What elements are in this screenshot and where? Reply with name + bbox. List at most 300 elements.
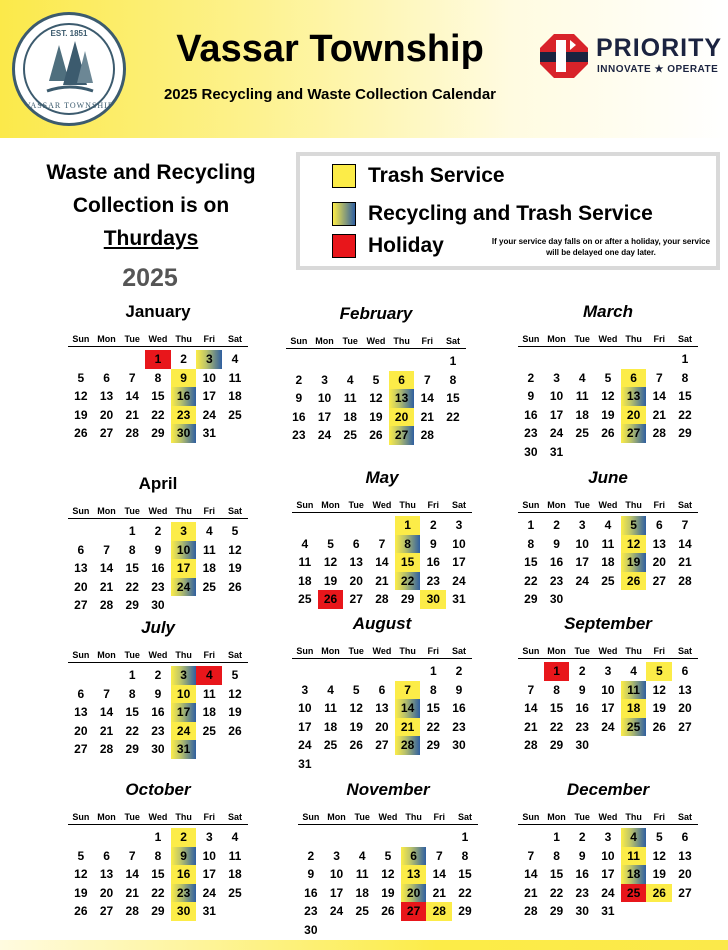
township-seal bbox=[12, 12, 126, 126]
day-cell: 24 bbox=[601, 885, 615, 900]
trash-day-cell: 21 bbox=[395, 718, 421, 737]
day-cell: 12 bbox=[601, 389, 615, 403]
weekday-label: Sun bbox=[290, 336, 308, 346]
weekday-label: Thu bbox=[175, 812, 192, 822]
weekday-label: Mon bbox=[315, 336, 334, 346]
day-cell: 26 bbox=[652, 719, 666, 734]
day-cell: 13 bbox=[678, 682, 692, 697]
day-cell: 24 bbox=[601, 719, 615, 734]
weekday-label: Tue bbox=[348, 646, 364, 656]
day-cell: 22 bbox=[151, 407, 165, 422]
recycling-trash-day-cell: 24 bbox=[171, 578, 197, 597]
day-cell: 12 bbox=[652, 682, 666, 697]
day-cell: 3 bbox=[604, 830, 612, 844]
recycling-trash-day-cell: 3 bbox=[171, 666, 197, 685]
month-name: January bbox=[125, 302, 191, 321]
day-cell: 12 bbox=[349, 701, 363, 715]
weekday-label: Fri bbox=[203, 650, 216, 660]
day-cell: 15 bbox=[678, 389, 692, 403]
weekday-header bbox=[518, 332, 698, 347]
day-grid bbox=[298, 828, 478, 939]
day-cell: 19 bbox=[381, 885, 395, 900]
weekday-header bbox=[68, 648, 248, 663]
weekday-label: Thu bbox=[393, 336, 410, 346]
month-name: February bbox=[339, 304, 413, 323]
trash-day-cell: 23 bbox=[171, 406, 197, 425]
month-may bbox=[292, 466, 472, 609]
weekday-label: Thu bbox=[175, 334, 192, 344]
month-february bbox=[286, 302, 466, 445]
day-cell: 9 bbox=[154, 542, 162, 557]
day-cell: 2 bbox=[307, 848, 315, 863]
day-cell: 11 bbox=[228, 848, 242, 863]
day-cell: 2 bbox=[578, 664, 586, 678]
trash-day-cell: 3 bbox=[171, 522, 197, 541]
weekday-label: Sat bbox=[677, 334, 692, 344]
day-cell: 1 bbox=[128, 524, 136, 538]
day-cell: 12 bbox=[228, 686, 242, 701]
day-cell: 8 bbox=[553, 682, 560, 697]
weekday-label: Mon bbox=[547, 500, 566, 510]
recycling-trash-day-cell: 28 bbox=[395, 736, 421, 755]
day-cell: 22 bbox=[426, 719, 440, 734]
empty-day-cell bbox=[349, 828, 375, 847]
day-cell: 29 bbox=[678, 426, 692, 440]
day-cell: 31 bbox=[452, 592, 466, 606]
empty-day-cell bbox=[312, 352, 338, 371]
day-cell: 16 bbox=[549, 555, 564, 569]
day-cell: 30 bbox=[452, 738, 466, 752]
day-cell: 9 bbox=[154, 686, 162, 701]
weekday-label: Tue bbox=[124, 506, 140, 516]
month-name: June bbox=[588, 468, 628, 487]
day-cell: 21 bbox=[524, 719, 538, 734]
day-cell: 14 bbox=[375, 555, 389, 569]
day-cell: 28 bbox=[678, 573, 692, 588]
day-cell: 17 bbox=[601, 701, 615, 715]
day-cell: 20 bbox=[375, 719, 389, 734]
day-cell: 14 bbox=[524, 867, 538, 881]
day-cell: 24 bbox=[549, 426, 564, 440]
weekday-header bbox=[68, 810, 248, 825]
day-cell: 7 bbox=[128, 848, 136, 863]
calendar-year: 2025 bbox=[122, 264, 178, 292]
bottom-bar bbox=[0, 940, 728, 950]
month-name: April bbox=[138, 474, 178, 493]
month-name: July bbox=[140, 618, 176, 637]
holiday-delay-note: If your service day falls on or after a holiday, your service will be delayed one day later. bbox=[491, 237, 711, 257]
brand-logo bbox=[540, 34, 726, 82]
weekday-label: Sat bbox=[227, 650, 242, 660]
day-cell: 7 bbox=[655, 370, 663, 385]
day-cell: 6 bbox=[655, 518, 663, 532]
day-cell: 28 bbox=[125, 904, 139, 918]
holiday-day-cell: 26 bbox=[318, 590, 344, 609]
weekday-label: Thu bbox=[625, 500, 642, 510]
day-cell: 29 bbox=[524, 592, 538, 606]
day-cell: 14 bbox=[125, 389, 139, 403]
day-cell: 28 bbox=[99, 598, 114, 612]
day-cell: 5 bbox=[327, 536, 334, 551]
day-cell: 18 bbox=[355, 885, 369, 900]
day-cell: 23 bbox=[292, 428, 306, 442]
day-cell: 4 bbox=[578, 370, 586, 385]
month-name: December bbox=[566, 780, 650, 799]
day-cell: 29 bbox=[549, 904, 564, 918]
day-cell: 7 bbox=[435, 848, 443, 863]
day-cell: 5 bbox=[604, 370, 612, 385]
recycling-trash-day-cell: 13 bbox=[389, 389, 415, 408]
empty-day-cell bbox=[94, 350, 120, 369]
day-cell: 20 bbox=[74, 723, 88, 738]
day-cell: 8 bbox=[553, 848, 560, 863]
day-cell: 23 bbox=[151, 723, 165, 738]
trash-day-cell: 1 bbox=[395, 516, 421, 535]
day-cell: 23 bbox=[304, 904, 318, 918]
day-cell: 4 bbox=[358, 848, 366, 863]
empty-day-cell bbox=[646, 350, 672, 369]
day-grid bbox=[518, 828, 698, 921]
day-cell: 29 bbox=[151, 904, 165, 918]
day-cell: 16 bbox=[524, 407, 538, 422]
day-cell: 5 bbox=[372, 372, 380, 387]
day-cell: 8 bbox=[154, 848, 162, 863]
day-cell: 15 bbox=[549, 701, 564, 715]
month-september bbox=[518, 612, 698, 755]
empty-day-cell bbox=[569, 350, 595, 369]
weekday-label: Sun bbox=[72, 506, 90, 516]
recycling-trash-day-cell: 20 bbox=[401, 884, 427, 903]
day-cell: 11 bbox=[355, 867, 369, 881]
day-cell: 2 bbox=[455, 664, 463, 678]
brand-name: PRIORITY bbox=[596, 34, 723, 62]
day-cell: 8 bbox=[429, 682, 437, 697]
day-cell: 8 bbox=[449, 372, 457, 387]
day-cell: 10 bbox=[317, 391, 332, 405]
holiday-day-cell: 27 bbox=[401, 902, 427, 921]
day-grid bbox=[68, 522, 248, 615]
day-cell: 16 bbox=[426, 555, 440, 569]
month-name: August bbox=[352, 614, 412, 633]
day-cell: 17 bbox=[452, 555, 466, 569]
day-cell: 24 bbox=[452, 573, 466, 588]
day-cell: 17 bbox=[601, 867, 615, 881]
day-cell: 22 bbox=[446, 409, 460, 424]
day-cell: 13 bbox=[652, 536, 666, 551]
day-cell: 14 bbox=[652, 389, 666, 403]
day-cell: 9 bbox=[295, 391, 303, 405]
day-grid bbox=[518, 662, 698, 755]
weekday-label: Fri bbox=[203, 334, 216, 344]
day-cell: 8 bbox=[461, 848, 469, 863]
day-cell: 5 bbox=[231, 668, 239, 682]
day-cell: 22 bbox=[549, 719, 564, 734]
day-cell: 14 bbox=[99, 561, 114, 575]
day-cell: 15 bbox=[458, 867, 472, 881]
day-cell: 19 bbox=[74, 885, 88, 900]
empty-day-cell bbox=[426, 828, 452, 847]
trash-day-cell: 16 bbox=[171, 865, 197, 884]
day-cell: 14 bbox=[678, 536, 692, 551]
weekday-label: Tue bbox=[348, 500, 364, 510]
weekday-label: Sat bbox=[457, 812, 472, 822]
recycling-trash-day-cell: 9 bbox=[171, 847, 197, 866]
day-grid bbox=[292, 516, 472, 609]
weekday-header bbox=[68, 332, 248, 347]
day-cell: 3 bbox=[333, 848, 340, 863]
weekday-label: Thu bbox=[405, 812, 422, 822]
day-cell: 13 bbox=[74, 705, 88, 719]
weekday-label: Sun bbox=[522, 500, 540, 510]
day-cell: 3 bbox=[604, 664, 612, 678]
weekday-label: Mon bbox=[97, 506, 116, 516]
day-cell: 22 bbox=[524, 573, 538, 588]
empty-day-cell bbox=[68, 828, 94, 847]
day-cell: 27 bbox=[678, 885, 692, 900]
trash-day-cell: 20 bbox=[389, 408, 415, 427]
day-cell: 6 bbox=[103, 370, 110, 385]
day-cell: 21 bbox=[375, 573, 389, 588]
weekday-label: Thu bbox=[625, 334, 642, 344]
weekday-label: Tue bbox=[342, 336, 358, 346]
day-cell: 3 bbox=[205, 830, 213, 844]
day-cell: 18 bbox=[202, 561, 216, 575]
weekday-label: Sun bbox=[302, 812, 320, 822]
weekday-label: Tue bbox=[574, 646, 590, 656]
day-cell: 23 bbox=[575, 719, 589, 734]
day-cell: 12 bbox=[652, 848, 666, 863]
day-cell: 14 bbox=[125, 867, 139, 881]
weekday-label: Fri bbox=[433, 812, 446, 822]
month-name: September bbox=[564, 614, 652, 633]
weekday-label: Sat bbox=[227, 334, 242, 344]
day-cell: 6 bbox=[681, 664, 689, 678]
month-january bbox=[68, 300, 248, 443]
trash-day-cell: 18 bbox=[621, 699, 647, 718]
day-cell: 25 bbox=[343, 428, 357, 442]
weekday-header bbox=[292, 644, 472, 659]
day-cell: 23 bbox=[151, 579, 165, 594]
empty-day-cell bbox=[324, 828, 350, 847]
header-banner bbox=[0, 0, 728, 138]
weekday-label: Thu bbox=[175, 506, 192, 516]
month-october bbox=[68, 778, 248, 921]
day-cell: 25 bbox=[355, 904, 369, 918]
day-cell: 11 bbox=[298, 555, 312, 569]
day-cell: 20 bbox=[652, 555, 666, 569]
day-cell: 1 bbox=[154, 830, 162, 844]
trash-day-cell: 17 bbox=[171, 559, 197, 578]
day-cell: 30 bbox=[151, 598, 165, 612]
trash-day-cell: 12 bbox=[621, 535, 647, 554]
recycling-trash-day-cell: 11 bbox=[621, 681, 647, 700]
day-cell: 30 bbox=[151, 742, 165, 756]
day-cell: 28 bbox=[420, 428, 434, 442]
day-cell: 7 bbox=[527, 848, 535, 863]
empty-day-cell bbox=[369, 516, 395, 535]
day-cell: 21 bbox=[99, 723, 114, 738]
legend-label-holiday: Holiday bbox=[368, 234, 444, 257]
empty-day-cell bbox=[518, 350, 544, 369]
day-cell: 15 bbox=[524, 555, 538, 569]
day-cell: 5 bbox=[384, 848, 392, 863]
brand-tagline: INNOVATE ★ OPERATE bbox=[597, 64, 719, 75]
day-cell: 17 bbox=[549, 407, 564, 422]
day-cell: 17 bbox=[317, 409, 332, 424]
day-cell: 27 bbox=[652, 573, 666, 588]
day-cell: 29 bbox=[400, 592, 415, 606]
recycling-trash-day-cell: 5 bbox=[621, 516, 647, 535]
day-cell: 18 bbox=[575, 407, 589, 422]
weekday-label: Sat bbox=[227, 812, 242, 822]
day-cell: 25 bbox=[202, 723, 216, 738]
day-cell: 17 bbox=[575, 555, 589, 569]
weekday-label: Wed bbox=[148, 334, 168, 344]
empty-day-cell bbox=[389, 352, 415, 371]
day-cell: 19 bbox=[349, 719, 363, 734]
weekday-label: Fri bbox=[427, 500, 440, 510]
day-cell: 7 bbox=[103, 686, 110, 701]
legend bbox=[296, 152, 720, 270]
day-cell: 15 bbox=[151, 389, 165, 403]
day-cell: 5 bbox=[352, 682, 360, 697]
day-cell: 8 bbox=[128, 542, 136, 557]
day-cell: 16 bbox=[151, 561, 165, 575]
recycling-trash-day-cell: 10 bbox=[171, 541, 197, 560]
day-cell: 4 bbox=[231, 352, 239, 366]
day-cell: 30 bbox=[304, 922, 318, 937]
weekday-label: Sun bbox=[522, 812, 540, 822]
day-cell: 12 bbox=[323, 555, 338, 569]
day-cell: 13 bbox=[375, 701, 389, 715]
day-cell: 4 bbox=[630, 664, 637, 678]
day-cell: 4 bbox=[327, 682, 334, 697]
day-cell: 27 bbox=[349, 592, 363, 606]
empty-day-cell bbox=[375, 828, 401, 847]
day-cell: 13 bbox=[74, 561, 88, 575]
empty-day-cell bbox=[286, 352, 312, 371]
weekday-label: Thu bbox=[625, 812, 642, 822]
day-cell: 19 bbox=[652, 867, 666, 881]
weekday-label: Sun bbox=[522, 334, 540, 344]
empty-day-cell bbox=[94, 828, 120, 847]
empty-day-cell bbox=[318, 516, 344, 535]
weekday-label: Sun bbox=[296, 646, 314, 656]
day-cell: 2 bbox=[429, 518, 437, 532]
day-cell: 28 bbox=[524, 738, 538, 752]
weekday-label: Wed bbox=[372, 500, 392, 510]
day-cell: 23 bbox=[426, 573, 440, 588]
weekday-label: Sun bbox=[296, 500, 314, 510]
day-cell: 9 bbox=[429, 536, 437, 551]
recycling-trash-day-cell: 14 bbox=[395, 699, 421, 718]
day-cell: 10 bbox=[329, 867, 344, 881]
page-title: Vassar Township bbox=[176, 28, 484, 70]
day-cell: 6 bbox=[103, 848, 110, 863]
intro-line-1: Waste and Recycling bbox=[46, 161, 256, 184]
weekday-header bbox=[292, 498, 472, 513]
empty-day-cell bbox=[337, 352, 363, 371]
recycling-trash-day-cell: 23 bbox=[171, 884, 197, 903]
day-cell: 10 bbox=[202, 370, 216, 385]
empty-day-cell bbox=[595, 350, 621, 369]
weekday-label: Fri bbox=[653, 500, 666, 510]
day-cell: 24 bbox=[575, 573, 589, 588]
empty-day-cell bbox=[298, 828, 324, 847]
day-cell: 17 bbox=[329, 885, 344, 900]
day-cell: 9 bbox=[578, 848, 586, 863]
day-cell: 23 bbox=[549, 573, 564, 588]
weekday-label: Wed bbox=[378, 812, 398, 822]
holiday-day-cell: 25 bbox=[621, 884, 647, 903]
weekday-label: Tue bbox=[124, 334, 140, 344]
day-cell: 5 bbox=[77, 370, 85, 385]
weekday-label: Tue bbox=[574, 334, 590, 344]
weekday-label: Sat bbox=[677, 812, 692, 822]
day-cell: 14 bbox=[420, 391, 434, 405]
recycling-trash-day-cell: 27 bbox=[389, 426, 415, 445]
day-grid bbox=[518, 516, 698, 609]
day-cell: 2 bbox=[180, 352, 187, 366]
day-cell: 10 bbox=[549, 389, 564, 403]
day-cell: 2 bbox=[553, 518, 560, 532]
weekday-label: Wed bbox=[148, 506, 168, 516]
day-cell: 19 bbox=[323, 573, 338, 588]
day-grid bbox=[68, 828, 248, 921]
weekday-label: Sat bbox=[451, 500, 466, 510]
weekday-label: Sat bbox=[677, 500, 692, 510]
weekday-label: Sat bbox=[677, 646, 692, 656]
day-cell: 12 bbox=[74, 389, 88, 403]
trash-day-cell: 7 bbox=[395, 681, 421, 700]
day-cell: 20 bbox=[99, 885, 114, 900]
weekday-header bbox=[518, 810, 698, 825]
day-cell: 28 bbox=[524, 904, 538, 918]
day-cell: 18 bbox=[202, 705, 216, 719]
empty-day-cell bbox=[518, 828, 544, 847]
weekday-label: Wed bbox=[372, 646, 392, 656]
day-cell: 29 bbox=[549, 738, 564, 752]
day-cell: 13 bbox=[678, 848, 692, 863]
weekday-label: Sat bbox=[445, 336, 460, 346]
day-cell: 13 bbox=[99, 867, 114, 881]
day-cell: 25 bbox=[323, 738, 338, 752]
day-cell: 19 bbox=[228, 561, 242, 575]
recycling-trash-day-cell: 31 bbox=[171, 740, 197, 759]
day-cell: 29 bbox=[125, 742, 139, 756]
day-cell: 30 bbox=[575, 738, 589, 752]
trash-day-cell: 24 bbox=[171, 722, 197, 741]
month-july bbox=[68, 616, 248, 759]
weekday-label: Fri bbox=[653, 812, 666, 822]
day-cell: 1 bbox=[429, 664, 437, 678]
day-cell: 6 bbox=[77, 686, 85, 701]
day-cell: 11 bbox=[202, 542, 216, 557]
trash-day-cell: 2 bbox=[171, 828, 197, 847]
day-cell: 18 bbox=[228, 389, 242, 403]
month-name: March bbox=[582, 302, 634, 321]
day-cell: 11 bbox=[343, 391, 357, 405]
day-cell: 1 bbox=[128, 668, 136, 682]
day-cell: 7 bbox=[378, 536, 386, 551]
month-march bbox=[518, 300, 698, 461]
day-cell: 10 bbox=[601, 682, 615, 697]
day-cell: 2 bbox=[154, 524, 162, 538]
weekday-label: Mon bbox=[321, 646, 340, 656]
day-cell: 24 bbox=[317, 428, 332, 442]
empty-day-cell bbox=[119, 828, 145, 847]
trash-swatch bbox=[332, 164, 356, 188]
